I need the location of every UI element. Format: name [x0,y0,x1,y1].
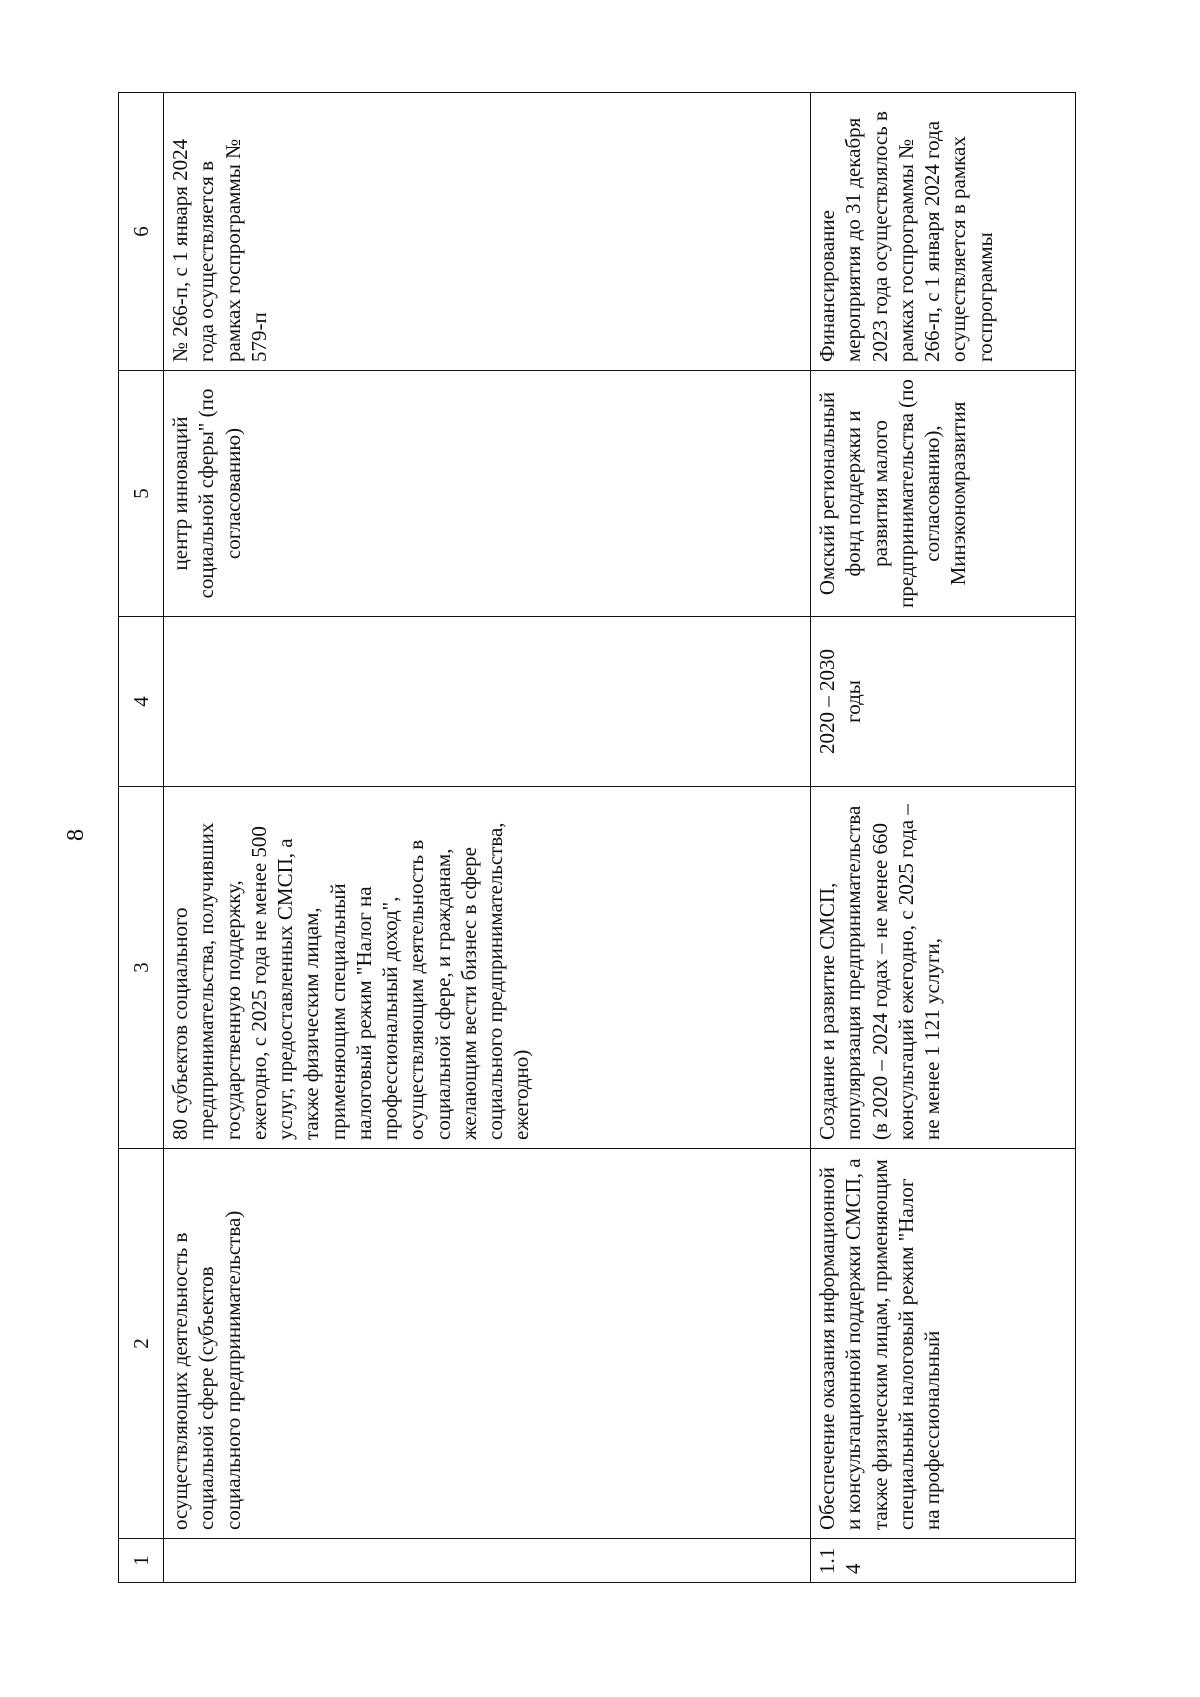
cell-executor: центр инноваций социальной сферы" (по согласованию) [164,371,811,617]
col-header-5: 5 [119,371,164,617]
cell-num: 1.14 [811,1539,1076,1583]
cell-executor: Омский региональный фонд поддержки и развития малого предпринимательства (по согласованию), Минэкономразвития [811,371,1076,617]
cell-result: 80 субъектов социального предпринимательства, получивших государственную поддержку, ежегодно, с 2025 года не менее 500 услуг, предоставленных СМСП, а также физическим лицам, применяющим специальный налоговый режим "Налог на профессиональный доход", осуществляющим деятельность в социальной сфере, и гражданам, желающим вести бизнес в сфере социального предпринимательства, ежегодно) [164,787,811,1149]
measures-table [118,92,1076,1583]
page-number: 8 [62,829,89,841]
col-header-1: 1 [119,1539,164,1583]
table-row [811,93,1076,1583]
rotated-page-content [118,93,1076,1583]
cell-measure: осуществляющих деятельность в социальной сфере (субъектов социального предпринимательства) [164,1149,811,1539]
cell-notes: № 266-п, с 1 января 2024 года осуществляется в рамках госпрограммы № 579-п [164,93,811,371]
table-row [164,93,811,1583]
cell-num [164,1539,811,1583]
cell-measure: Обеспечение оказания информационной и консультационной поддержки СМСП, а также физическим лицам, применяющим специальный налоговый режим "Налог на профессиональный [811,1149,1076,1539]
col-header-4: 4 [119,617,164,787]
cell-period: 2020 – 2030 годы [811,617,1076,787]
cell-period [164,617,811,787]
cell-notes: Финансирование мероприятия до 31 декабря 2023 года осуществлялось в рамках госпрограммы № 266-п, с 1 января 2024 года осуществляется в рамках госпрограммы [811,93,1076,371]
col-header-6: 6 [119,93,164,371]
col-header-3: 3 [119,787,164,1149]
col-header-2: 2 [119,1149,164,1539]
cell-result: Создание и развитие СМСП, популяризация предпринимательства (в 2020 – 2024 годах – не менее 660 консультаций ежегодно, с 2025 года – не менее 1 121 услуги, [811,787,1076,1149]
header-row [119,93,164,1583]
